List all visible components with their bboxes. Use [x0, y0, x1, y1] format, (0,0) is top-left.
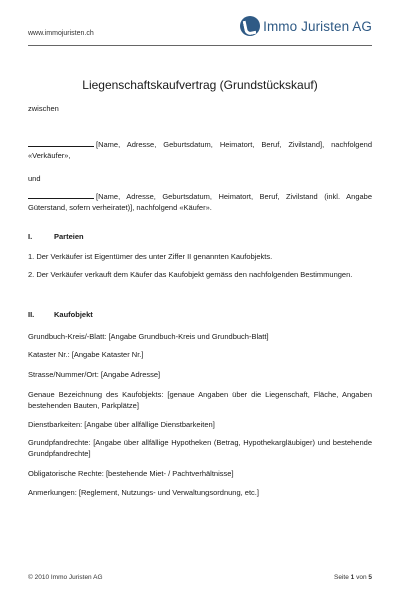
object-field: Anmerkungen: [Reglement, Nutzungs- und Verwaltungsordnung, etc.] [28, 488, 259, 497]
object-field: Grundbuch-Kreis/-Blatt: [Angabe Grundbuch-Kreis und Grundbuch-Blatt] [28, 332, 269, 341]
section-2-number: II. [28, 310, 35, 319]
object-field: Grundpfandrechte: [Angabe über allfällige Hypotheken (Betrag, Hypothekargläubiger) und bestehende Grundpfandrechte] [28, 438, 372, 458]
seller-details: [Name, Adresse, Geburtsdatum, Heimatort, Beruf, Zivilstand], nachfolgend «Verkäufer», [28, 140, 372, 160]
section-1-title: Parteien [54, 232, 84, 241]
logo-text: Immo Juristen AG [263, 18, 372, 34]
object-field: Genaue Bezeichnung des Kaufobjekts: [genaue Angaben über die Liegenschaft, Fläche, Angaben bestehenden Bauten, Parkplätze] [28, 390, 372, 410]
section-1-item: 2. Der Verkäufer verkauft dem Käufer das Kaufobjekt gemäss den nachfolgenden Bestimmungen. [28, 270, 353, 279]
section-1-number: I. [28, 232, 33, 241]
page-prefix: Seite [334, 574, 349, 581]
page-current: 1 [350, 574, 355, 581]
buyer-blank-line [28, 192, 94, 199]
page-separator: von [356, 574, 367, 581]
object-field: Obligatorische Rechte: [bestehende Miet- / Pachtverhältnisse] [28, 469, 234, 478]
section-2-heading [28, 310, 93, 321]
section-1-item: 1. Der Verkäufer ist Eigentümer des unter Ziffer II genannten Kaufobjekts. [28, 252, 273, 261]
section-2-title: Kaufobjekt [54, 310, 93, 319]
object-field: Dienstbarkeiten: [Angabe über allfällige Dienstbarkeiten] [28, 420, 215, 429]
and-text: und [28, 174, 41, 183]
immo-juristen-logo-icon [240, 16, 260, 36]
website-url[interactable]: www.immojuristen.ch [28, 30, 94, 37]
buyer-details: [Name, Adresse, Geburtsdatum, Heimatort, Beruf, Zivilstand (inkl. Angabe Güterstand, sofern verheiratet)], nachfolgend «Käufer». [28, 192, 372, 212]
company-logo [240, 16, 372, 36]
footer-copyright: © 2010 Immo Juristen AG [28, 574, 103, 581]
document-title: Liegenschaftskaufvertrag (Grundstückskauf) [82, 78, 318, 92]
page-total: 5 [368, 574, 372, 581]
page-header [28, 12, 372, 46]
object-field: Kataster Nr.: [Angabe Kataster Nr.] [28, 350, 144, 359]
page-number [334, 574, 372, 581]
between-text: zwischen [28, 104, 59, 113]
buyer-block [28, 192, 372, 213]
seller-blank-line [28, 140, 94, 147]
object-field: Strasse/Nummer/Ort: [Angabe Adresse] [28, 370, 161, 379]
header-divider [28, 45, 372, 46]
seller-block [28, 140, 372, 161]
section-1-heading [28, 232, 84, 243]
